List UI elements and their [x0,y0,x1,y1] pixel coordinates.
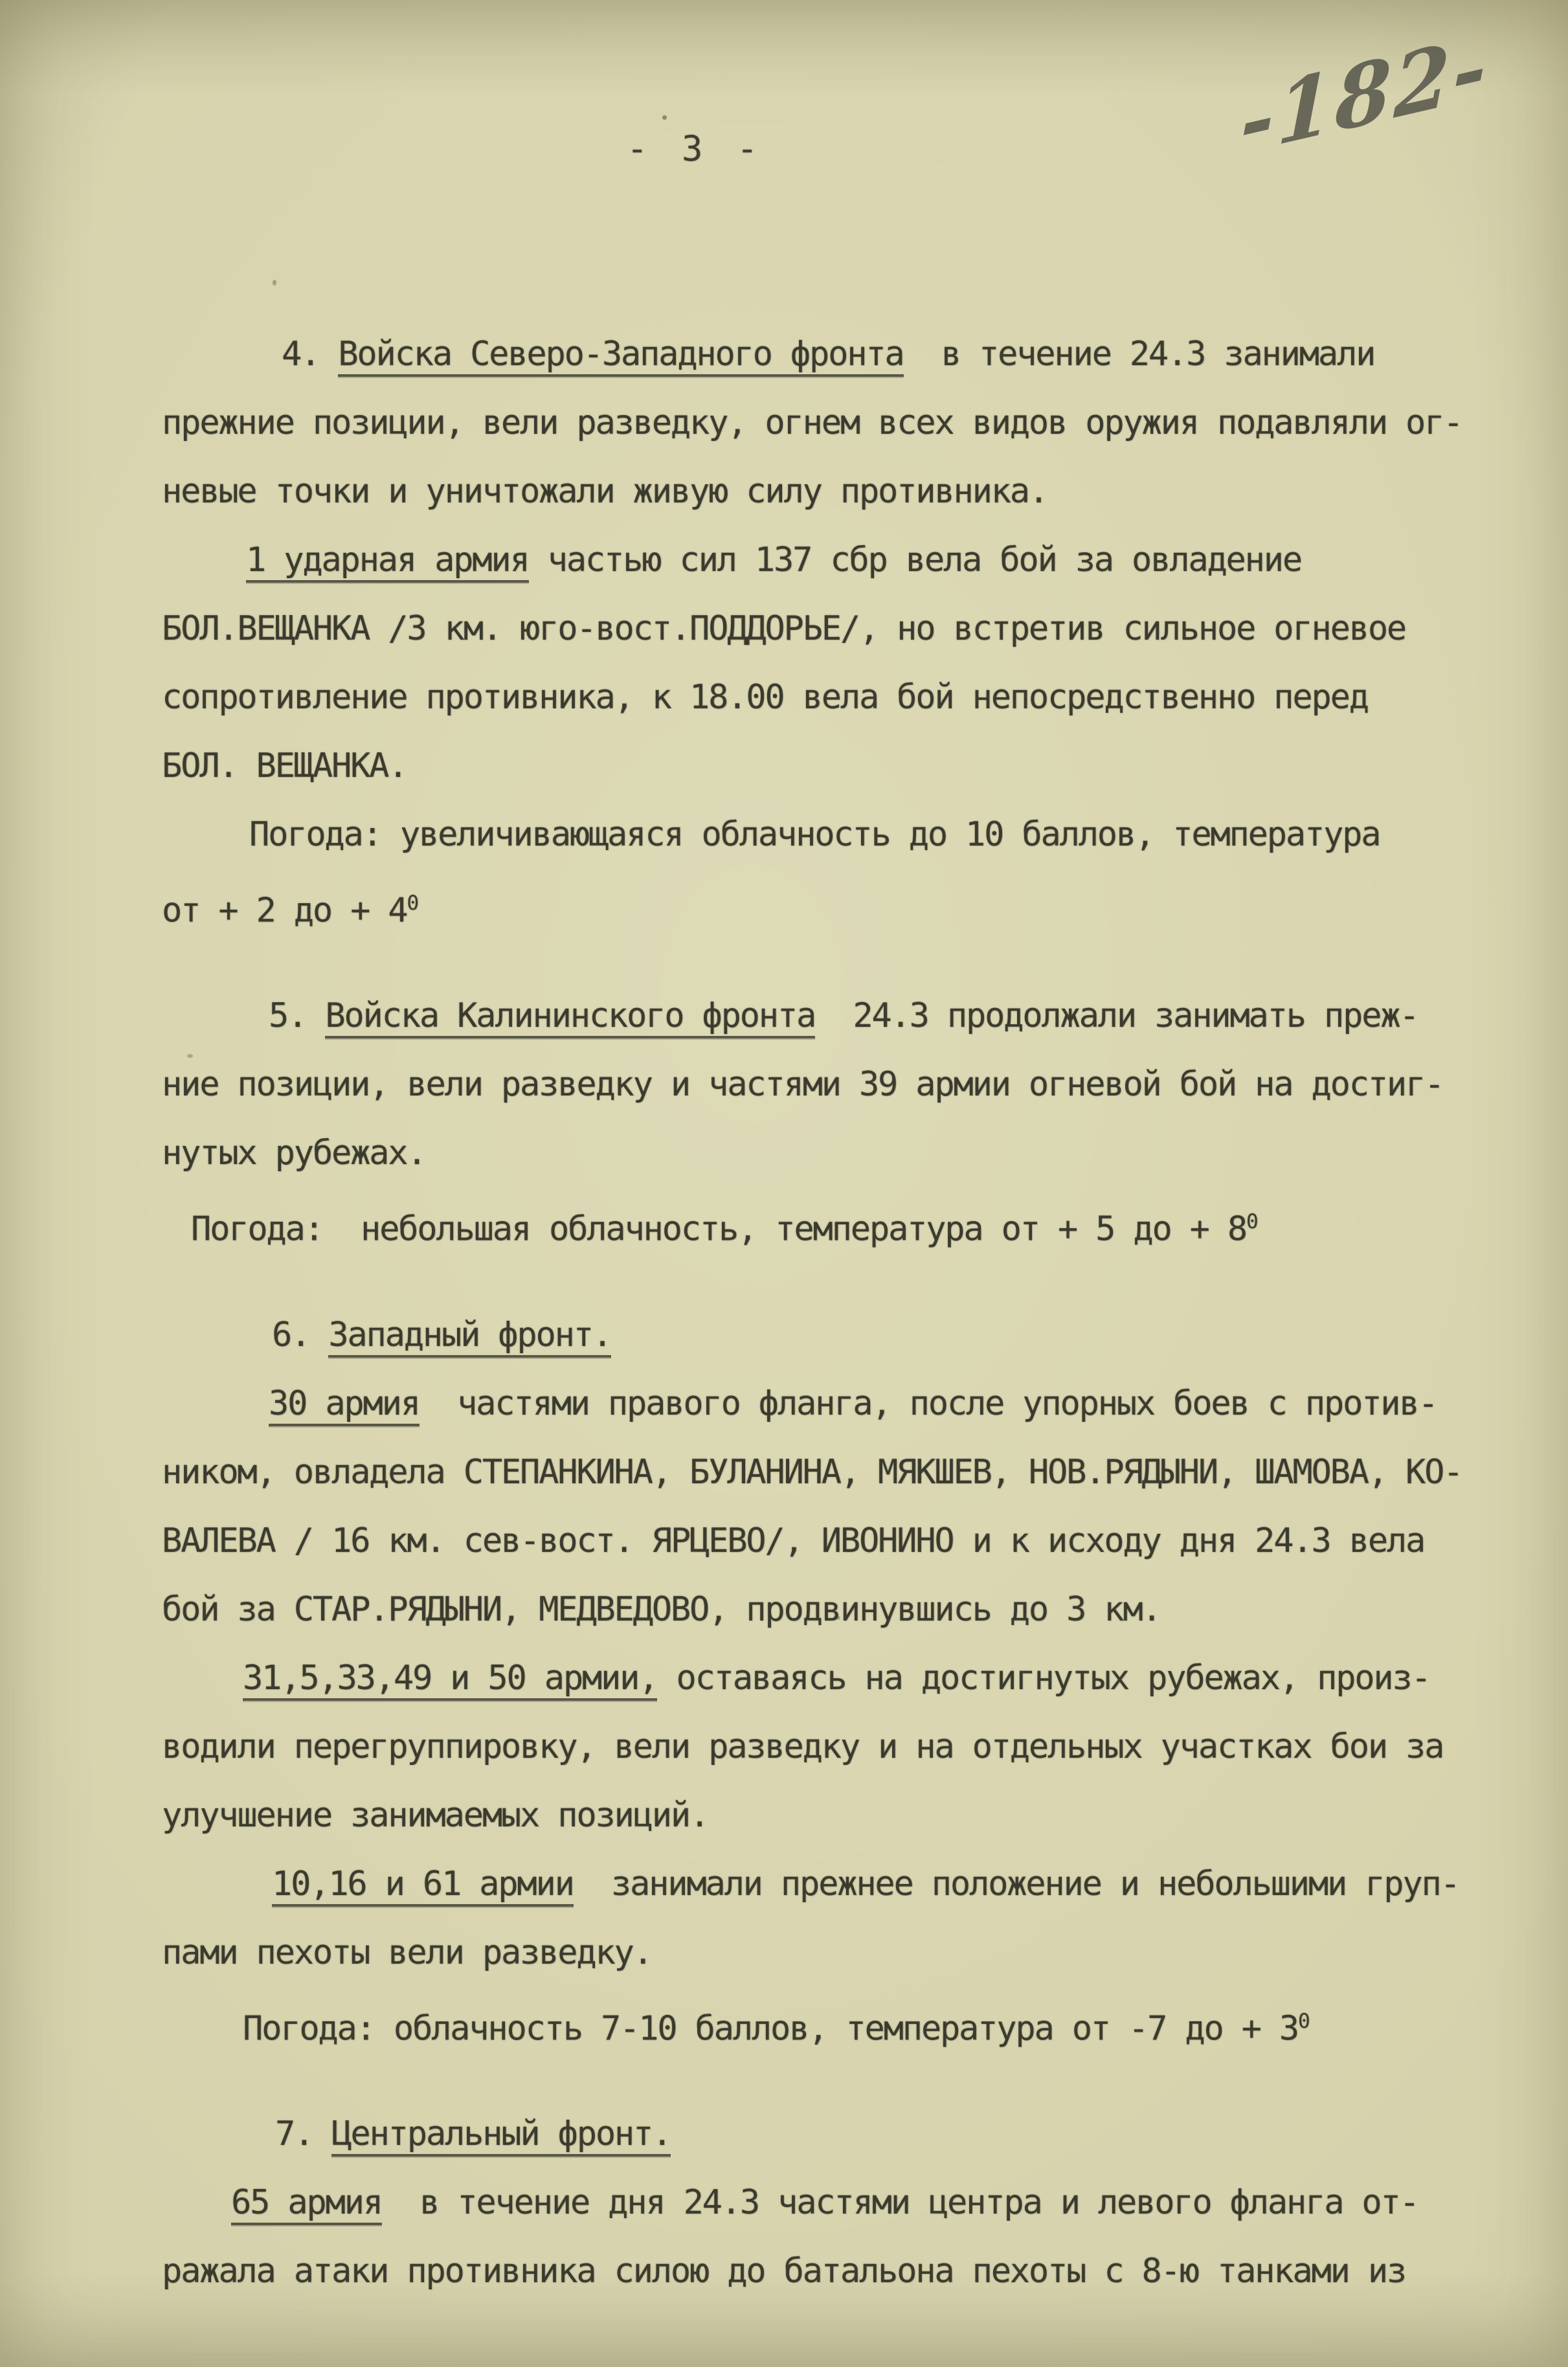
underlined-text-segment: Центральный фронт. [331,2115,671,2157]
text-line [162,388,1508,457]
typed-page-number: - 3 - [627,128,765,169]
text-line [162,982,1508,1050]
text-segment: в течение дня 24.3 частями центра и левого фланга от- [381,2182,1418,2222]
text-segment: 24.3 продолжали занимать преж- [815,996,1418,1036]
text-line [162,594,1508,663]
underlined-text-segment: Войска Калининского фронта [325,996,815,1038]
text-line [162,869,1508,945]
text-segment: 7. [275,2114,332,2153]
underlined-text-segment: 65 армия [231,2183,382,2225]
text-line [162,2237,1508,2305]
text-segment: прежние позиции, вели разведку, огнем всех видов оружия подавляли ог- [162,403,1462,442]
text-segment: нутых рубежах. [162,1134,426,1173]
text-segment: ником, овладела СТЕПАНКИНА, БУЛАНИНА, МЯКШЕВ, НОВ.РЯДЫНИ, ШАМОВА, КО- [162,1452,1462,1492]
paragraph [162,1301,1508,1644]
text-segment: ВАЛЕВА / 16 км. сев-вост. ЯРЦЕВО/, ИВОНИНО и к исходу дня 24.3 вела [162,1521,1425,1560]
underlined-text-segment: 31,5,33,49 и 50 армии, [243,1659,657,1701]
text-segment: занимали прежнее положение и небольшими груп- [573,1864,1459,1903]
handwritten-page-number: -182- [1239,16,1490,174]
text-segment: невые точки и уничтожали живую силу противника. [162,472,1048,511]
text-segment: бой за СТАР.РЯДЫНИ, МЕДВЕДОВО, продвинувшись до 3 км. [162,1589,1161,1629]
text-segment: пами пехоты вели разведку. [162,1933,652,1972]
text-line [162,1301,1508,1369]
underlined-text-segment: 30 армия [269,1384,420,1426]
underlined-text-segment: 1 ударная армия [246,541,529,583]
text-segment: 5. [269,996,326,1036]
text-line [162,1987,1508,2063]
paragraph [162,1850,1508,2063]
text-segment: БОЛ. ВЕЩАНКА. [162,746,407,785]
underlined-text-segment: Западный фронт. [328,1316,611,1358]
text-line [162,2168,1508,2237]
text-line [162,1781,1508,1850]
paragraph [162,982,1508,1263]
text-segment: 0 [407,892,420,915]
text-line [162,1369,1508,1438]
text-line [162,732,1508,800]
text-segment: оставаясь на достигнутых рубежах, произ- [657,1658,1430,1698]
paragraph [162,526,1508,800]
paragraph [162,1644,1508,1850]
paper-speck [273,280,276,286]
text-segment: 4. [282,335,339,374]
text-segment: ние позиции, вели разведку и частями 39 армии огневой бой на достиг- [162,1065,1444,1105]
text-segment: Погода: облачность 7-10 баллов, температура от -7 до + 3 [243,2008,1298,2048]
text-segment: БОЛ.ВЕЩАНКА /3 км. юго-вост.ПОДДОРЬЕ/, но встретив сильное огневое [162,609,1406,648]
text-line [162,1918,1508,1987]
text-segment: 6. [272,1315,329,1354]
text-line [162,1119,1508,1187]
text-segment: Погода: увеличивающаяся облачность до 10 баллов, температура [249,815,1380,854]
text-line [162,320,1508,388]
paper-speck [662,115,667,120]
text-line [162,2100,1508,2168]
text-line [162,1438,1508,1507]
text-line [162,663,1508,732]
text-line [162,1644,1508,1712]
text-line [162,1050,1508,1119]
text-segment: 0 [1246,1210,1259,1234]
text-line [162,1712,1508,1781]
text-segment: 0 [1297,2009,1310,2033]
text-segment: улучшение занимаемых позиций. [162,1795,709,1835]
text-segment: сопротивление противника, к 18.00 вела бой непосредственно перед [162,678,1368,717]
paper-speck [836,1616,840,1620]
text-segment: частью сил 137 сбр вела бой за овладение [528,541,1301,579]
underlined-text-segment: Войска Северо-Западного фронта [338,335,903,377]
text-segment: в течение 24.3 занимали [903,335,1375,374]
text-segment: от + 2 до + 4 [162,891,407,930]
text-segment: водили перегруппировку, вели разведку и на отдельных участках бои за [162,1727,1444,1766]
paper-speck [187,1054,193,1058]
text-segment: частями правого фланга, после упорных боев с против- [419,1384,1437,1423]
underlined-text-segment: 10,16 и 61 армии [272,1865,574,1907]
text-line [162,1850,1508,1918]
text-line [162,1575,1508,1644]
text-segment: ражала атаки противника силою до батальона пехоты с 8-ю танками из [162,2251,1406,2291]
paragraph [162,320,1508,526]
text-segment: Погода: небольшая облачность, температура от + 5 до + 8 [191,1209,1246,1249]
paragraph [162,800,1508,945]
text-line [162,526,1508,594]
text-line [162,1187,1508,1263]
text-line [162,1507,1508,1575]
document-body [162,320,1508,2305]
paragraph [162,2100,1508,2305]
text-line [162,800,1508,869]
text-line [162,457,1508,526]
